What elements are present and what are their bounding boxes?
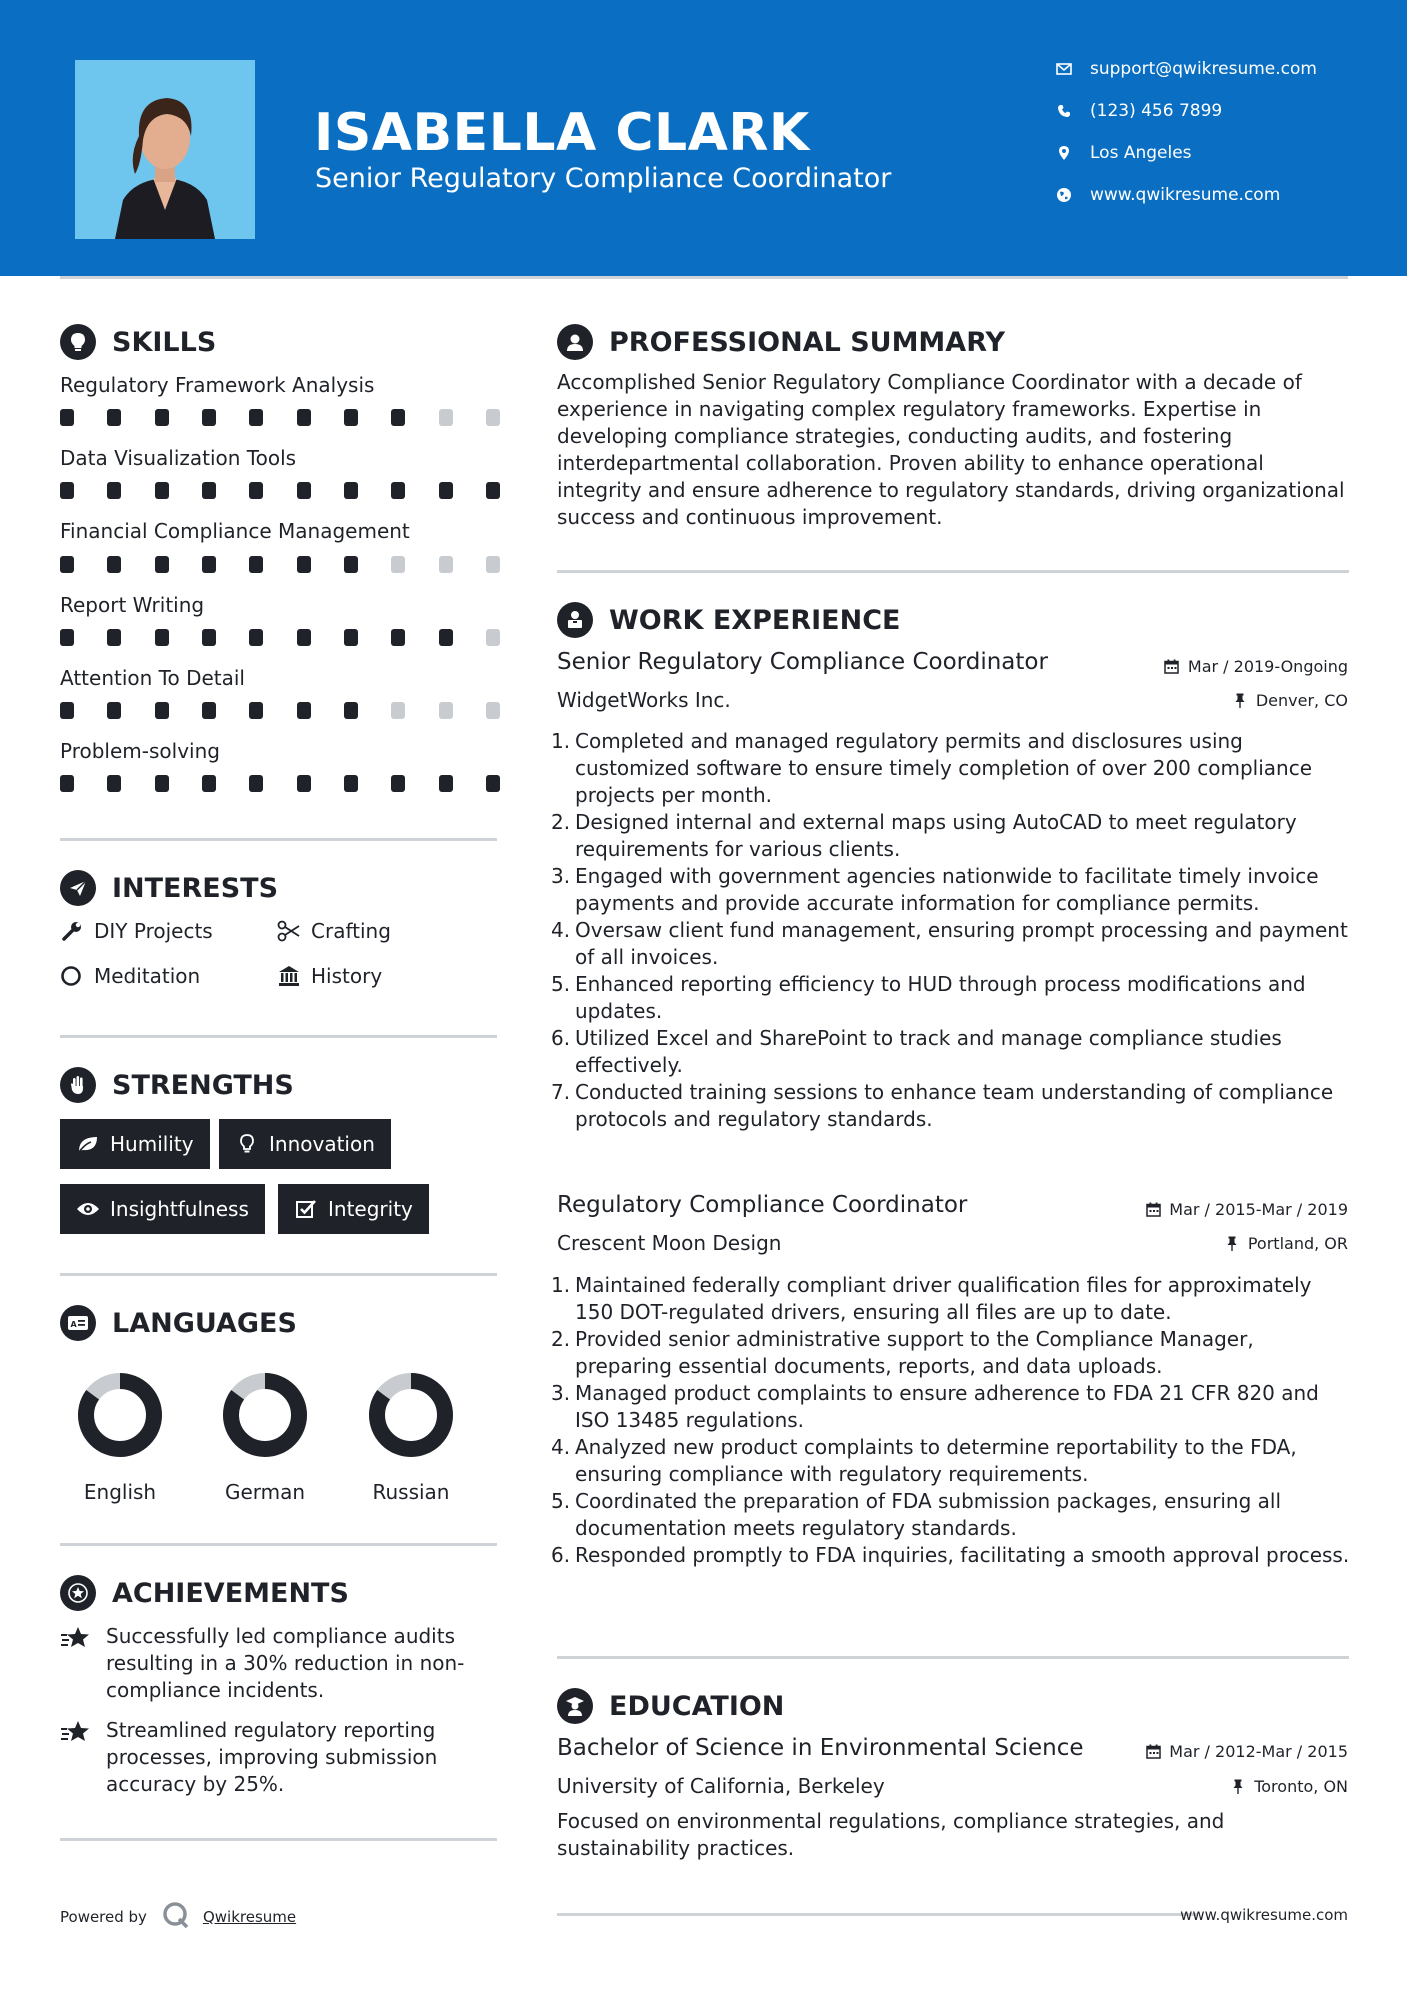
star-icon: [60, 1623, 94, 1704]
achievement-text: Successfully led compliance audits resulting in a 30% reduction in non-compliance incidents.: [106, 1624, 465, 1702]
summary-heading: [557, 324, 1005, 360]
globe-icon: [1055, 186, 1073, 204]
job-dates-text: Mar / 2015-Mar / 2019: [1169, 1200, 1348, 1219]
languages-heading-text: LANGUAGES: [112, 1307, 297, 1339]
skill-dot-empty: [486, 409, 500, 426]
skill-dot-filled: [439, 629, 453, 646]
skill-dot-filled: [155, 482, 169, 499]
language-name: English: [83, 1480, 157, 1504]
map-marker-icon: [1055, 144, 1073, 162]
skill-dot-filled: [249, 482, 263, 499]
skill-dot-filled: [344, 629, 358, 646]
skill-name: Financial Compliance Management: [60, 519, 410, 543]
bank-icon: [277, 964, 301, 988]
skill-dot-filled: [249, 556, 263, 573]
section-divider: [60, 1838, 497, 1841]
education-location-text: Toronto, ON: [1254, 1777, 1348, 1796]
job-bullet: 1. Maintained federally compliant driver qualification files for approximately 150 DOT-regulated drivers, ensuring all files are up to date.: [551, 1273, 1312, 1324]
interest-item: [277, 964, 382, 988]
job-company: Crescent Moon Design: [557, 1231, 782, 1255]
interest-label: Meditation: [94, 964, 201, 988]
skill-dot-filled: [439, 775, 453, 792]
calendar-icon: [1145, 1744, 1161, 1760]
skill-rating: [60, 629, 500, 646]
section-divider: [60, 838, 497, 841]
job-location-text: Denver, CO: [1255, 691, 1348, 710]
skill-dot-filled: [60, 409, 74, 426]
skill-dot-filled: [155, 556, 169, 573]
skill-dot-filled: [297, 775, 311, 792]
skill-dot-filled: [107, 482, 121, 499]
skill-dot-filled: [249, 775, 263, 792]
language-donut: [356, 1368, 466, 1462]
skill-dot-empty: [439, 409, 453, 426]
skill-name: Regulatory Framework Analysis: [60, 373, 375, 397]
skill-dot-filled: [202, 775, 216, 792]
skill-dot-filled: [60, 556, 74, 573]
wrench-icon: [60, 919, 84, 943]
section-divider: [557, 1656, 1349, 1659]
interest-item: [60, 964, 200, 988]
language-donut: [210, 1368, 320, 1462]
language-donut: [65, 1368, 175, 1462]
skill-dot-filled: [202, 409, 216, 426]
job-bullet: 4. Oversaw client fund management, ensuring prompt processing and payment of all invoices.: [551, 918, 1348, 969]
skill-dot-filled: [439, 482, 453, 499]
contact-phone-text: (123) 456 7899: [1090, 101, 1223, 121]
interest-label: Crafting: [311, 919, 391, 943]
job-bullet: 5. Coordinated the preparation of FDA submission packages, ensuring all documentation meets regulatory standards.: [551, 1489, 1281, 1540]
circle-icon: [60, 964, 84, 988]
footer-divider: [557, 1913, 1197, 1916]
summary-text: Accomplished Senior Regulatory Compliance Coordinator with a decade of experience in navigating complex regulatory frameworks. Expertise in developing compliance strategies, conducting audits, and fostering interdepartmental collaboration. Proven ability to enhance operational integrity and ensure adherence to regulatory standards, driving organizational success and continuous improvement.: [557, 370, 1345, 529]
interest-item: [60, 919, 213, 943]
experience-heading: [557, 602, 900, 638]
job-company: WidgetWorks Inc.: [557, 688, 731, 712]
contact-website[interactable]: [1055, 185, 1375, 205]
skill-dot-empty: [486, 629, 500, 646]
skill-dot-filled: [60, 629, 74, 646]
strength-chip: [60, 1184, 265, 1234]
skill-rating: [60, 556, 500, 573]
strength-label: Insightfulness: [110, 1197, 249, 1221]
experience-heading-text: WORK EXPERIENCE: [609, 604, 901, 636]
job-bullet: 4. Analyzed new product complaints to determine reportability to the FDA, ensuring compliance with regulatory requirements.: [551, 1435, 1297, 1486]
language-name: German: [224, 1480, 306, 1504]
job-bullet: 6. Utilized Excel and SharePoint to track and manage compliance studies effectively.: [551, 1026, 1282, 1077]
pushpin-icon: [1224, 1236, 1240, 1252]
skill-name: Data Visualization Tools: [60, 446, 297, 470]
contact-phone[interactable]: [1055, 101, 1375, 121]
skill-dot-filled: [297, 702, 311, 719]
skill-dot-empty: [439, 556, 453, 573]
skill-dot-filled: [297, 482, 311, 499]
section-divider: [557, 570, 1349, 573]
achievement-item: [60, 1623, 500, 1704]
education-dates-text: Mar / 2012-Mar / 2015: [1169, 1742, 1348, 1761]
job-location: [1224, 1234, 1348, 1253]
skill-dot-filled: [60, 775, 74, 792]
language-item: [210, 1368, 320, 1504]
summary-heading-text: PROFESSIONAL SUMMARY: [609, 326, 1006, 358]
job-bullet: 3. Engaged with government agencies nationwide to facilitate timely invoice payments and provide accurate information for compliance permits.: [551, 864, 1319, 915]
skill-dot-filled: [344, 702, 358, 719]
graduate-icon: [557, 1688, 593, 1724]
skill-dot-filled: [297, 629, 311, 646]
eye-icon: [76, 1197, 100, 1221]
calendar-icon: [1145, 1202, 1161, 1218]
languages-heading: [60, 1305, 297, 1341]
strength-label: Humility: [110, 1132, 194, 1156]
skill-dot-filled: [107, 409, 121, 426]
checkbox-icon: [294, 1197, 318, 1221]
strength-label: Integrity: [328, 1197, 413, 1221]
skill-dot-filled: [107, 775, 121, 792]
skill-dot-filled: [297, 409, 311, 426]
achievements-heading: [60, 1575, 349, 1611]
language-item: [356, 1368, 466, 1504]
skill-dot-filled: [202, 702, 216, 719]
skill-dot-filled: [155, 409, 169, 426]
svg-text:A: A: [70, 1320, 77, 1329]
skill-dot-filled: [344, 482, 358, 499]
education-school: University of California, Berkeley: [557, 1774, 885, 1798]
skill-rating: [60, 409, 500, 426]
skill-dot-empty: [486, 556, 500, 573]
contact-location: [1055, 143, 1375, 163]
skill-dot-filled: [297, 556, 311, 573]
briefcase-user-icon: [557, 602, 593, 638]
skill-dot-filled: [486, 775, 500, 792]
star-icon: [60, 1717, 94, 1798]
job-title: Regulatory Compliance Coordinator: [557, 1192, 968, 1218]
profile-photo: [75, 60, 255, 239]
job-bullet: 6. Responded promptly to FDA inquiries, facilitating a smooth approval process.: [551, 1543, 1350, 1567]
interest-label: DIY Projects: [94, 919, 213, 943]
contact-location-text: Los Angeles: [1090, 143, 1192, 163]
achievement-item: [60, 1717, 500, 1798]
skill-dot-filled: [60, 482, 74, 499]
skill-dot-filled: [391, 409, 405, 426]
skill-name: Problem-solving: [60, 739, 220, 763]
education-degree: Bachelor of Science in Environmental Science: [557, 1735, 1084, 1761]
job-bullet: 2. Provided senior administrative support to the Compliance Manager, preparing essential documents, reports, and data uploads.: [551, 1327, 1254, 1378]
skill-dot-empty: [486, 702, 500, 719]
strengths-heading: [60, 1067, 294, 1103]
skill-dot-filled: [107, 556, 121, 573]
skill-dot-filled: [202, 482, 216, 499]
skill-rating: [60, 775, 500, 792]
candidate-name: ISABELLA CLARK: [314, 103, 810, 163]
leaf-icon: [76, 1132, 100, 1156]
achievements-heading-text: ACHIEVEMENTS: [112, 1577, 349, 1609]
skills-heading: [60, 324, 216, 360]
education-heading: [557, 1688, 784, 1724]
job-title: Senior Regulatory Compliance Coordinator: [557, 649, 1048, 675]
skill-dot-filled: [486, 482, 500, 499]
skill-dot-filled: [249, 702, 263, 719]
skill-dot-filled: [60, 702, 74, 719]
skill-dot-filled: [391, 775, 405, 792]
resume-header: [0, 0, 1407, 276]
section-divider: [60, 1543, 497, 1546]
id-card-icon: [60, 1305, 96, 1341]
envelope-icon: [1055, 60, 1073, 78]
paper-plane-icon: [60, 870, 96, 906]
header-divider: [60, 276, 1348, 279]
strength-label: Innovation: [269, 1132, 375, 1156]
calendar-icon: [1164, 659, 1180, 675]
interests-heading-text: INTERESTS: [112, 872, 279, 904]
job-bullet: 2. Designed internal and external maps using AutoCAD to meet regulatory requirements for various clients.: [551, 810, 1297, 861]
skill-dot-filled: [344, 775, 358, 792]
contact-website-text: www.qwikresume.com: [1090, 185, 1281, 205]
job-bullet: 7. Conducted training sessions to enhance team understanding of compliance protocols and regulatory standards.: [551, 1080, 1334, 1131]
footer-website-link[interactable]: www.qwikresume.com: [1180, 1906, 1348, 1924]
lightbulb-icon: [60, 324, 96, 360]
job-bullets: [551, 728, 1352, 1133]
job-location-text: Portland, OR: [1247, 1234, 1348, 1253]
job-dates: [1164, 657, 1348, 676]
skill-dot-filled: [155, 702, 169, 719]
job-dates-text: Mar / 2019-Ongoing: [1187, 657, 1348, 676]
pushpin-icon: [1232, 693, 1248, 709]
job-bullet: 1. Completed and managed regulatory permits and disclosures using customized software to ensure timely completion of over 200 compliance projects per month.: [551, 729, 1313, 807]
powered-by-text: Powered by: [60, 1908, 147, 1926]
skill-name: Attention To Detail: [60, 666, 245, 690]
phone-icon: [1055, 102, 1073, 120]
skills-heading-text: SKILLS: [112, 326, 217, 358]
lightbulb-icon: [235, 1132, 259, 1156]
skill-dot-filled: [249, 629, 263, 646]
hand-icon: [60, 1067, 96, 1103]
star-badge-icon: [60, 1575, 96, 1611]
job-bullet: 5. Enhanced reporting efficiency to HUD through process modifications and updates.: [551, 972, 1306, 1023]
strength-chip: [60, 1119, 210, 1169]
qwikresume-logo-icon: [161, 1900, 191, 1934]
skill-dot-filled: [202, 629, 216, 646]
powered-by: [60, 1900, 296, 1934]
interest-item: [277, 919, 391, 943]
interest-label: History: [311, 964, 383, 988]
skill-dot-filled: [155, 629, 169, 646]
interests-heading: [60, 870, 278, 906]
skill-dot-empty: [439, 702, 453, 719]
skill-dot-filled: [107, 629, 121, 646]
skill-dot-filled: [249, 409, 263, 426]
skill-dot-empty: [391, 556, 405, 573]
pushpin-icon: [1230, 1779, 1246, 1795]
achievement-text: Streamlined regulatory reporting processes, improving submission accuracy by 25%.: [106, 1718, 438, 1796]
skill-dot-filled: [155, 775, 169, 792]
education-heading-text: EDUCATION: [609, 1690, 785, 1722]
section-divider: [60, 1035, 497, 1038]
education-location: [1230, 1777, 1348, 1796]
skill-dot-filled: [344, 556, 358, 573]
skill-name: Report Writing: [60, 593, 205, 617]
strength-chip: [219, 1119, 391, 1169]
education-description: Focused on environmental regulations, compliance strategies, and sustainability practices.: [557, 1809, 1225, 1860]
language-name: Russian: [372, 1480, 450, 1504]
skill-dot-filled: [202, 556, 216, 573]
skill-dot-filled: [391, 482, 405, 499]
job-bullets: [551, 1272, 1352, 1569]
education-dates: [1145, 1742, 1348, 1761]
qwikresume-link[interactable]: Qwikresume: [202, 1908, 297, 1926]
section-divider: [60, 1273, 497, 1276]
user-icon: [557, 324, 593, 360]
skill-dot-filled: [107, 702, 121, 719]
scissors-icon: [277, 919, 301, 943]
contact-email[interactable]: [1055, 59, 1375, 79]
strength-chip: [278, 1184, 429, 1234]
skill-dot-filled: [391, 629, 405, 646]
strengths-heading-text: STRENGTHS: [112, 1069, 294, 1101]
contact-email-text: support@qwikresume.com: [1090, 59, 1317, 79]
language-item: [65, 1368, 175, 1504]
job-bullet: 3. Managed product complaints to ensure adherence to FDA 21 CFR 820 and ISO 13485 regulations.: [551, 1381, 1319, 1432]
job-location: [1232, 691, 1348, 710]
skill-rating: [60, 482, 500, 499]
skill-dot-filled: [344, 409, 358, 426]
skill-rating: [60, 702, 500, 719]
candidate-title: Senior Regulatory Compliance Coordinator: [315, 163, 892, 194]
job-dates: [1145, 1200, 1348, 1219]
skill-dot-empty: [391, 702, 405, 719]
